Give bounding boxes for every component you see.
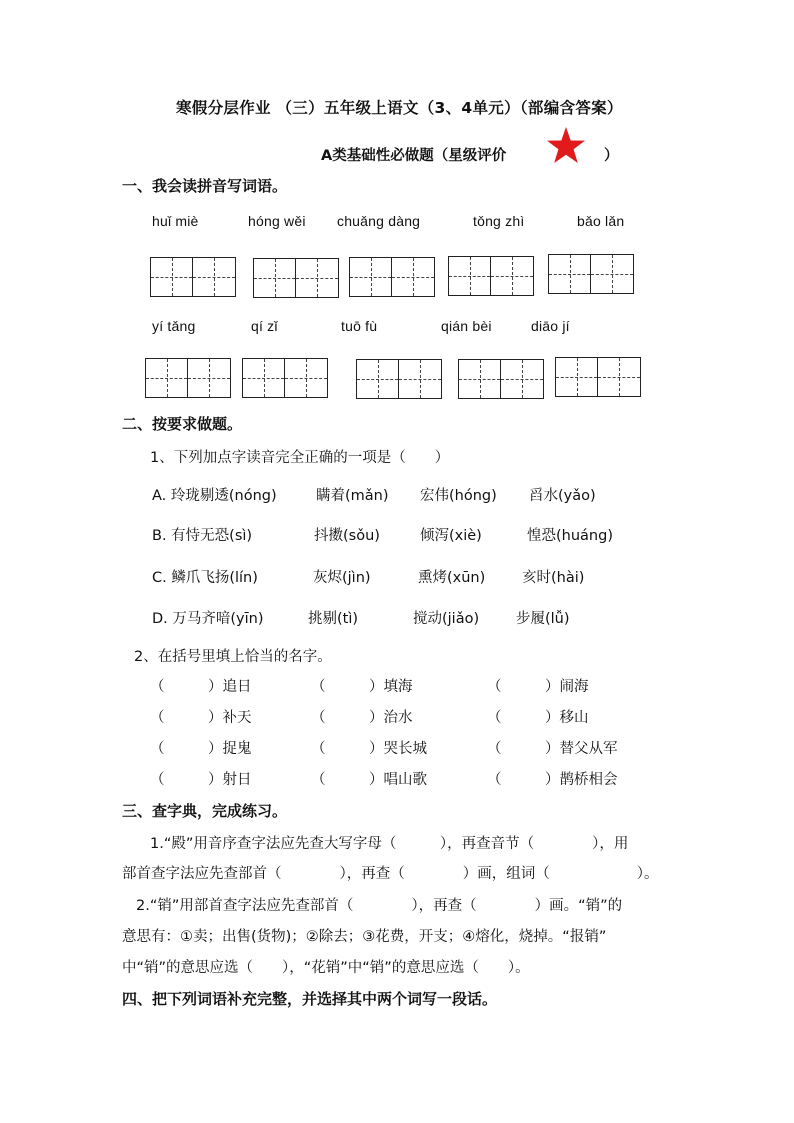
option-d-3: 搅动(jiǎo) bbox=[413, 611, 480, 627]
writing-box[interactable] bbox=[448, 256, 534, 296]
pinyin-3: chuǎng dàng bbox=[337, 213, 421, 229]
pinyin-5: bǎo lǎn bbox=[577, 213, 625, 229]
rating-label: A类基础性必做题（星级评价 bbox=[321, 148, 507, 164]
option-d-4: 步履(lǚ) bbox=[516, 611, 570, 627]
fill-item[interactable]: （ ）补天 bbox=[150, 710, 252, 726]
fill-item[interactable]: （ ）射日 bbox=[150, 772, 252, 788]
fill-item[interactable]: （ ）替父从军 bbox=[487, 741, 618, 757]
writing-box[interactable] bbox=[150, 257, 236, 297]
option-c-2: 灰烬(jìn) bbox=[313, 570, 371, 586]
section-3-heading: 三、查字典，完成练习。 bbox=[122, 802, 288, 820]
page-title: 寒假分层作业 （三）五年级上语文（3、4单元）（部编含答案） bbox=[176, 99, 623, 117]
pinyin-8: tuō fù bbox=[341, 318, 378, 334]
option-d-1: D. 万马齐喑(yīn) bbox=[152, 611, 264, 627]
option-b-3: 倾泻(xiè) bbox=[420, 528, 482, 544]
writing-box[interactable] bbox=[145, 358, 231, 398]
option-b-4: 惶恐(huáng) bbox=[527, 528, 613, 544]
section-4-heading: 四、把下列词语补充完整，并选择其中两个词写一段话。 bbox=[122, 990, 498, 1008]
option-a-4: 舀水(yǎo) bbox=[529, 488, 596, 504]
option-c-4: 亥时(hài) bbox=[522, 570, 585, 586]
dict-line-1: 1.“殿”用音序查字法应先查大写字母（ ），再查音节（ ），用 bbox=[150, 836, 629, 852]
option-a-1: A. 玲珑剔透(nóng) bbox=[152, 488, 277, 504]
pinyin-6: yí tǎng bbox=[152, 318, 196, 334]
option-d-2: 挑剔(tì) bbox=[308, 611, 359, 627]
fill-item[interactable]: （ ）闹海 bbox=[487, 679, 589, 695]
question-1: 1、下列加点字读音完全正确的一项是（ ） bbox=[150, 450, 450, 466]
fill-item[interactable]: （ ）捉鬼 bbox=[150, 741, 252, 757]
fill-item[interactable]: （ ）治水 bbox=[311, 710, 413, 726]
rating-close-paren: ） bbox=[604, 148, 619, 164]
pinyin-4: tǒng zhì bbox=[473, 213, 525, 229]
fill-item[interactable]: （ ）哭长城 bbox=[311, 741, 427, 757]
writing-box[interactable] bbox=[555, 357, 641, 397]
option-a-2: 瞒着(mǎn) bbox=[316, 488, 389, 504]
section-1-heading: 一、我会读拼音写词语。 bbox=[122, 177, 288, 195]
option-b-1: B. 有恃无恐(sì) bbox=[152, 528, 253, 544]
pinyin-2: hóng wěi bbox=[248, 213, 306, 229]
option-b-2: 抖擞(sǒu) bbox=[314, 528, 380, 544]
dict-line-4: 意思有：①卖；出售(货物)；②除去；③花费，开支；④熔化，烧掉。“报销” bbox=[122, 929, 607, 945]
pinyin-7: qí zǐ bbox=[251, 318, 278, 334]
writing-box[interactable] bbox=[356, 359, 442, 399]
fill-item[interactable]: （ ）填海 bbox=[311, 679, 413, 695]
writing-box[interactable] bbox=[349, 257, 435, 297]
writing-box[interactable] bbox=[253, 258, 339, 298]
writing-box[interactable] bbox=[548, 254, 634, 294]
pinyin-9: qián bèi bbox=[441, 318, 492, 334]
writing-box[interactable] bbox=[242, 358, 328, 398]
pinyin-10: diāo jí bbox=[531, 318, 570, 334]
fill-item[interactable]: （ ）移山 bbox=[487, 710, 589, 726]
question-2: 2、在括号里填上恰当的名字。 bbox=[134, 649, 332, 665]
fill-item[interactable]: （ ）唱山歌 bbox=[311, 772, 427, 788]
fill-item[interactable]: （ ）鹊桥相会 bbox=[487, 772, 618, 788]
dict-line-2: 部首查字法应先查部首（ ），再查（ ）画，组词（ ）。 bbox=[122, 866, 659, 882]
section-2-heading: 二、按要求做题。 bbox=[122, 415, 243, 433]
dict-line-3: 2.“销”用部首查字法应先查部首（ ），再查（ ）画。“销”的 bbox=[136, 898, 623, 914]
writing-box[interactable] bbox=[458, 359, 544, 399]
fill-item[interactable]: （ ）追日 bbox=[150, 679, 252, 695]
option-c-3: 熏烤(xūn) bbox=[418, 570, 486, 586]
dict-line-5: 中“销”的意思应选（ ），“花销”中“销”的意思应选（ ）。 bbox=[122, 960, 530, 976]
option-a-3: 宏伟(hóng) bbox=[420, 488, 497, 504]
option-c-1: C. 鳞爪飞扬(lín) bbox=[152, 570, 258, 586]
star-icon bbox=[546, 126, 586, 164]
pinyin-1: huǐ miè bbox=[152, 213, 199, 229]
